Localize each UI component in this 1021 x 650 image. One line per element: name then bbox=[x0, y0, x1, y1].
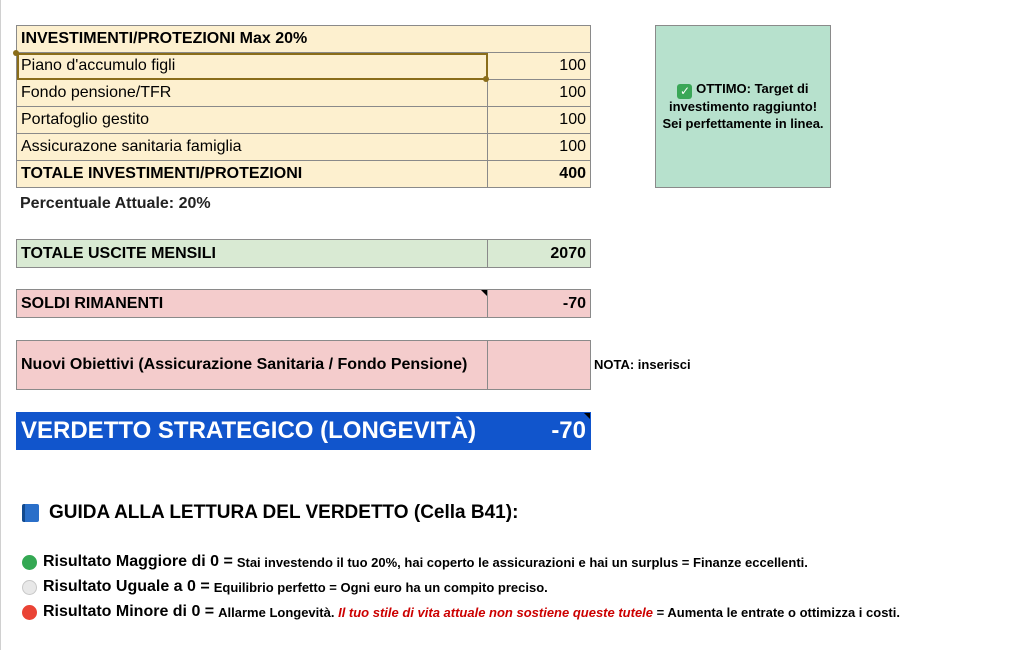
legend-text-minore-end: = Aumenta le entrate o ottimizza i costi. bbox=[656, 604, 900, 620]
check-mark-icon: ✓ bbox=[677, 84, 692, 99]
cell-portafoglio[interactable]: Portafoglio gestito bbox=[17, 107, 488, 134]
cell-piano-accumulo[interactable]: Piano d'accumulo figli bbox=[17, 53, 488, 80]
sheet-left-border bbox=[0, 0, 1, 650]
cell-totale-investimenti[interactable]: TOTALE INVESTIMENTI/PROTEZIONI bbox=[17, 161, 488, 188]
guida-title-text: GUIDA ALLA LETTURA DEL VERDETTO (Cella B41): bbox=[49, 502, 519, 523]
nota-text: NOTA: inserisci bbox=[594, 357, 691, 372]
investimenti-header[interactable]: INVESTIMENTI/PROTEZIONI Max 20% bbox=[17, 26, 591, 53]
cell-soldi-rimanenti[interactable]: SOLDI RIMANENTI bbox=[17, 290, 488, 318]
green-circle-icon bbox=[22, 555, 37, 570]
cell-soldi-rimanenti-value[interactable]: -70 bbox=[488, 290, 591, 318]
uscite-table bbox=[16, 239, 591, 268]
investimenti-table bbox=[16, 25, 591, 188]
legend-text-uguale: Equilibrio perfetto = Ogni euro ha un compito preciso. bbox=[213, 579, 548, 595]
cell-totale-investimenti-value[interactable]: 400 bbox=[488, 161, 591, 188]
selection-handle-top-left[interactable] bbox=[13, 50, 19, 56]
status-note[interactable] bbox=[655, 25, 831, 188]
cell-totale-uscite-value[interactable]: 2070 bbox=[488, 240, 591, 268]
cell-verdetto-value[interactable]: -70 bbox=[488, 413, 591, 450]
cell-fondo-pensione[interactable]: Fondo pensione/TFR bbox=[17, 80, 488, 107]
legend-label-minore: Risultato Minore di 0 = bbox=[43, 603, 215, 620]
status-note-text: OTTIMO: Target di investimento raggiunto! Sei perfettamente in linea. bbox=[662, 80, 824, 131]
white-circle-icon bbox=[22, 580, 37, 595]
legend-item-maggiore bbox=[22, 553, 808, 571]
legend-text-minore-red: Il tuo stile di vita attuale non sostiene queste tutele bbox=[338, 604, 654, 620]
cell-nuovi-obiettivi-value[interactable] bbox=[488, 341, 591, 390]
cell-nuovi-obiettivi[interactable]: Nuovi Obiettivi (Assicurazione Sanitaria / Fondo Pensione) bbox=[17, 341, 488, 390]
cell-fondo-pensione-value[interactable]: 100 bbox=[488, 80, 591, 107]
soldi-table bbox=[16, 289, 591, 318]
guida-title bbox=[22, 502, 518, 524]
cell-assicurazione-value[interactable]: 100 bbox=[488, 134, 591, 161]
verdetto-table bbox=[16, 412, 591, 450]
legend-text-minore: Allarme Longevità. bbox=[218, 604, 335, 620]
legend-label-maggiore: Risultato Maggiore di 0 = bbox=[43, 553, 233, 570]
cell-verdetto-label[interactable]: VERDETTO STRATEGICO (LONGEVITÀ) bbox=[17, 413, 488, 450]
cell-totale-uscite[interactable]: TOTALE USCITE MENSILI bbox=[17, 240, 488, 268]
selection-handle-bottom-right[interactable] bbox=[483, 76, 489, 82]
blue-book-icon bbox=[22, 504, 39, 522]
cell-piano-accumulo-value[interactable]: 100 bbox=[488, 53, 591, 80]
legend-label-uguale: Risultato Uguale a 0 = bbox=[43, 578, 210, 595]
cell-assicurazione[interactable]: Assicurazone sanitaria famiglia bbox=[17, 134, 488, 161]
legend-item-uguale bbox=[22, 578, 548, 596]
red-circle-icon bbox=[22, 605, 37, 620]
legend-text-maggiore: Stai investendo il tuo 20%, hai coperto le assicurazioni e hai un surplus = Finanze eccellenti. bbox=[236, 554, 808, 570]
legend-item-minore bbox=[22, 603, 900, 621]
obiettivi-table bbox=[16, 340, 591, 390]
cell-portafoglio-value[interactable]: 100 bbox=[488, 107, 591, 134]
percentuale-attuale: Percentuale Attuale: 20% bbox=[20, 195, 211, 212]
